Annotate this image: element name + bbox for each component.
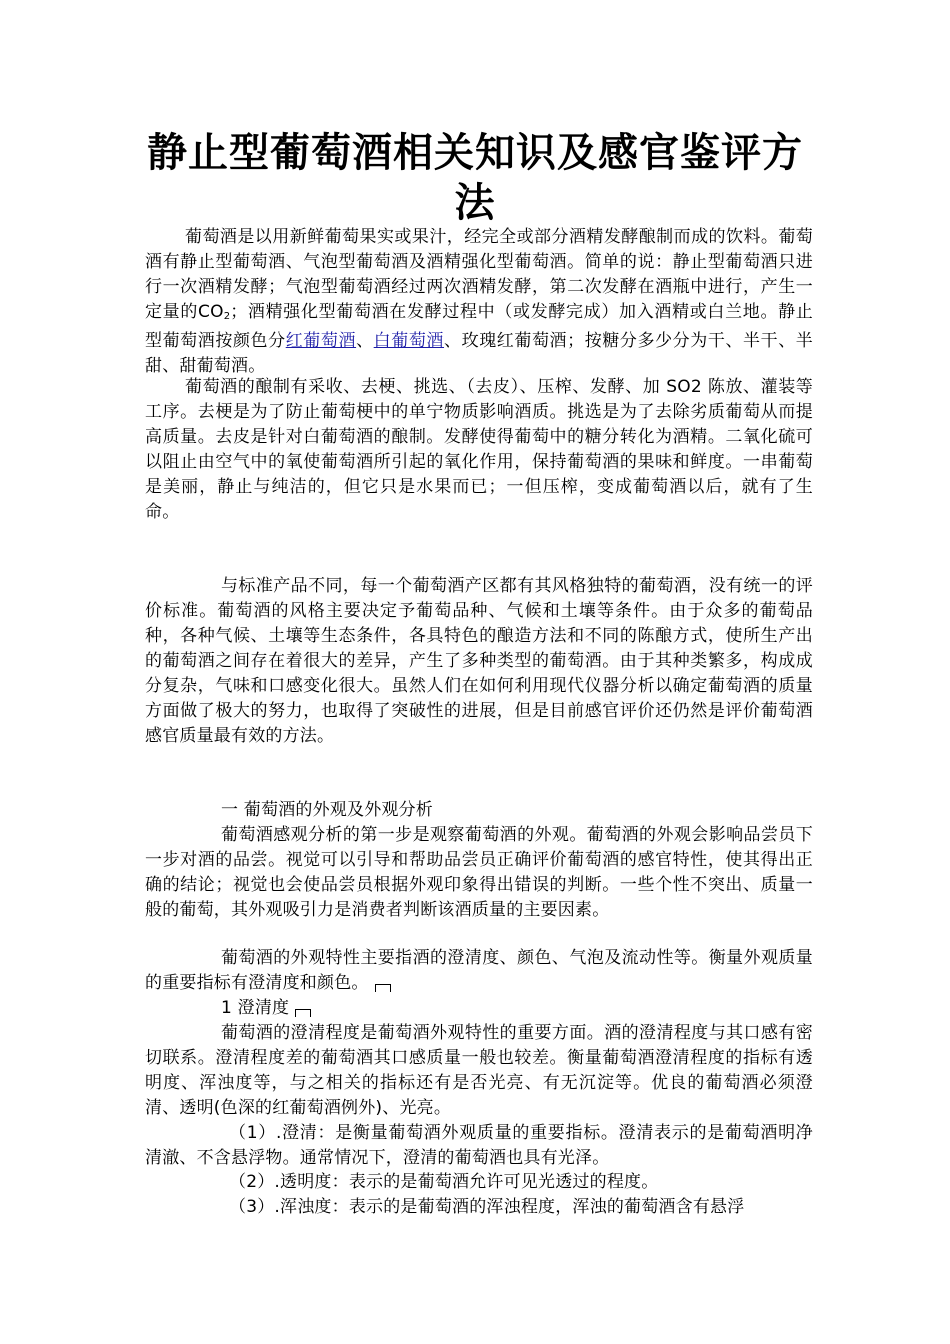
paragraph-intro-text-1: 葡萄酒是以用新鲜葡萄果实或果汁，经完全或部分酒精发酵酿制而成的饮料。葡萄酒有静止型葡萄酒、气泡型葡萄酒及酒精强化型葡萄酒。简单的说：静止型葡萄酒只进行一次酒精发酵；气泡型葡萄酒经过两次酒精发酵，第二次发酵在酒瓶中进行，产生一定量的 <box>145 227 813 322</box>
paragraph-appearance-traits <box>145 946 813 996</box>
list-item-turbidity: （3）.浑浊度：表示的是葡萄酒的浑浊程度，浑浊的葡萄酒含有悬浮 <box>229 1197 745 1217</box>
co2-subscript: 2 <box>223 311 231 322</box>
white-wine-link[interactable]: 白葡萄酒 <box>373 331 445 351</box>
subsection-heading-clarity-text: 1 澄清度 <box>221 998 290 1018</box>
link-separator: 、 <box>356 331 374 351</box>
bracket-mark-icon <box>375 984 391 992</box>
bracket-mark-icon <box>295 1009 311 1017</box>
paragraph-clarity: 葡萄酒的澄清程度是葡萄酒外观特性的重要方面。酒的澄清程度与其口感有密切联系。澄清程度差的葡萄酒其口感质量一般也较差。衡量葡萄酒澄清程度的指标有透明度、浑浊度等，与之相关的指标还有是否光亮、有无沉淀等。优良的葡萄酒必须澄清、透明(色深的红葡萄酒例外)、光亮。 <box>145 1023 813 1118</box>
document-title: 静止型葡萄酒相关知识及感官鉴评方法 <box>147 130 803 226</box>
paragraph-intro-text-2: ；酒精强化型葡萄酒在发酵过程中（或发酵完成）加入酒精或白兰地。静止型葡萄酒按颜色分 <box>145 302 813 351</box>
co2-main: CO <box>198 302 224 322</box>
paragraph-appearance-analysis: 葡萄酒感观分析的第一步是观察葡萄酒的外观。葡萄酒的外观会影响品尝员下一步对酒的品尝。视觉可以引导和帮助品尝员正确评价葡萄酒的感官特性，使其得出正确的结论；视觉也会使品尝员根据外观印象得出错误的判断。一些个性不突出、质量一般的葡萄，其外观吸引力是消费者判断该酒质量的主要因素。 <box>145 825 813 920</box>
red-wine-link[interactable]: 红葡萄酒 <box>285 331 357 351</box>
paragraph-evaluation: 与标准产品不同，每一个葡萄酒产区都有其风格独特的葡萄酒，没有统一的评价标准。葡萄酒的风格主要决定予葡萄品种、气候和土壤等条件。由于众多的葡萄品种，各种气候、土壤等生态条件，各具特色的酿造方法和不同的陈酿方式，使所生产出的葡萄酒之间存在着很大的差异，产生了多种类型的葡萄酒。由于其种类繁多，构成成分复杂，气味和口感变化很大。虽然人们在如何利用现代仪器分析以确定葡萄酒的质量方面做了极大的努力，也取得了突破性的进展，但是目前感官评价还仍然是评价葡萄酒感官质量最有效的方法。 <box>145 576 813 746</box>
subsection-heading-clarity <box>145 996 813 1021</box>
co2-formula <box>198 302 230 322</box>
list-item-clear: （1）.澄清：是衡量葡萄酒外观质量的重要指标。澄清表示的是葡萄酒明净清澈、不含悬浮物。通常情况下，澄清的葡萄酒也具有光泽。 <box>145 1123 813 1168</box>
paragraph-brewing: 葡萄酒的酿制有采收、去梗、挑选、（去皮）、压榨、发酵、加 SO2 陈放、灌装等工序。去梗是为了防止葡萄梗中的单宁物质影响酒质。挑选是为了去除劣质葡萄从而提高质量。去皮是针对白葡萄酒的酿制。发酵使得葡萄中的糖分转化为酒精。二氧化硫可以阻止由空气中的氧使葡萄酒所引起的氧化作用，保持葡萄酒的果味和鲜度。一串葡萄是美丽，静止与纯洁的，但它只是水果而已；一但压榨，变成葡萄酒以后，就有了生命。 <box>145 377 813 522</box>
paragraph-intro <box>145 225 813 379</box>
list-item-transparency: （2）.透明度：表示的是葡萄酒允许可见光透过的程度。 <box>229 1172 659 1192</box>
section-heading-appearance: 一 葡萄酒的外观及外观分析 <box>221 800 434 820</box>
paragraph-appearance-traits-text: 葡萄酒的外观特性主要指酒的澄清度、颜色、气泡及流动性等。衡量外观质量的重要指标有澄清度和颜色。 <box>145 948 813 993</box>
paragraph-intro-text-3: 、玫瑰红葡萄酒；按糖分多少分为干、半干、半甜、甜葡萄酒。 <box>145 331 813 376</box>
